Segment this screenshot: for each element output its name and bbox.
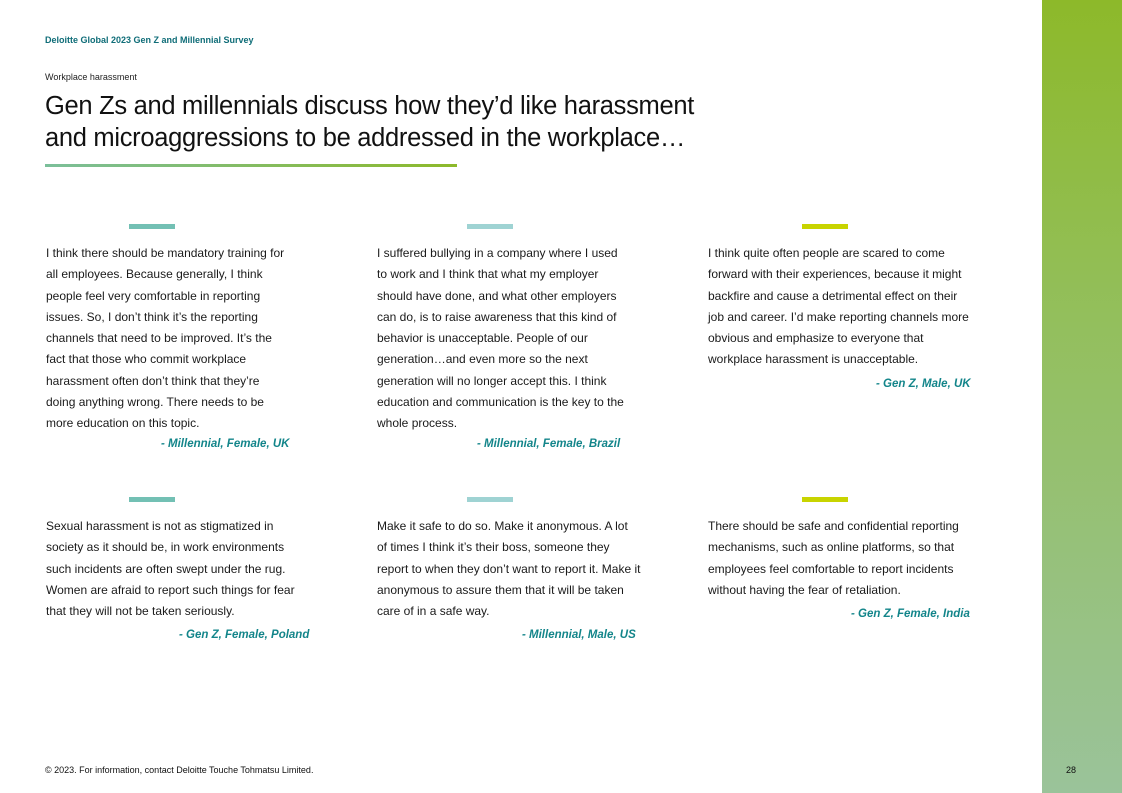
quote-accent-bar [129, 224, 175, 229]
page-headline [45, 90, 725, 154]
quote-text: I think there should be mandatory training for all employees. Because generally, I think people feel very comfortable in reporting issues. So, I don’t think it’s the reporting channels that need to be improved. It’s the fact that those who commit workplace harassment often don’t think that they’re doing anything wrong. There needs to be more education on this topic. [46, 246, 285, 431]
quote-attribution: - Millennial, Female, UK [161, 438, 290, 450]
quote-accent-bar [467, 224, 513, 229]
quote-attribution: - Millennial, Male, US [522, 629, 636, 641]
page-number: 28 [1066, 765, 1077, 775]
quote-text: Sexual harassment is not as stigmatized in society as it should be, in work environments such incidents are often swept under the rug. Women are afraid to report such things for fear that they will not be taken seriously. [46, 519, 295, 619]
survey-title: Deloitte Global 2023 Gen Z and Millennial Survey [45, 35, 254, 45]
quote-text: I suffered bullying in a company where I used to work and I think that what my employer should have done, and what other employers can do, is to raise awareness that this kind of behavior is unacceptable. People of our generation…and even more so the next generation will no longer accept this. I think education and communication is the key to the whole process. [377, 246, 624, 431]
quote-attribution: - Gen Z, Female, Poland [179, 629, 310, 641]
headline-line-2: and microaggressions to be addressed in the workplace… [45, 124, 686, 152]
section-label: Workplace harassment [45, 72, 137, 82]
quote-text: Make it safe to do so. Make it anonymous. A lot of times I think it’s their boss, someone they report to when they don’t want to report it. Make it anonymous to assure them that it will be taken care of in a safe way. [377, 519, 641, 619]
quote-attribution: - Millennial, Female, Brazil [477, 438, 621, 450]
quote-attribution: - Gen Z, Female, India [851, 608, 970, 620]
side-gradient-band [1042, 0, 1122, 793]
footer-copyright: © 2023. For information, contact Deloitte Touche Tohmatsu Limited. [45, 765, 314, 775]
quote-text: There should be safe and confidential reporting mechanisms, such as online platforms, so that employees feel comfortable to report incidents without having the fear of retaliation. [708, 519, 959, 597]
headline-underline [45, 164, 457, 167]
quote-accent-bar [802, 497, 848, 502]
quote-attribution: - Gen Z, Male, UK [876, 378, 971, 390]
quote-accent-bar [129, 497, 175, 502]
headline-line-1: Gen Zs and millennials discuss how they’d like harassment [45, 92, 695, 120]
quote-accent-bar [467, 497, 513, 502]
quote-accent-bar [802, 224, 848, 229]
quote-text: I think quite often people are scared to come forward with their experiences, because it might backfire and cause a detrimental effect on their job and career. I’d make reporting channels more obvious and emphasize to everyone that workplace harassment is unacceptable. [708, 246, 969, 367]
